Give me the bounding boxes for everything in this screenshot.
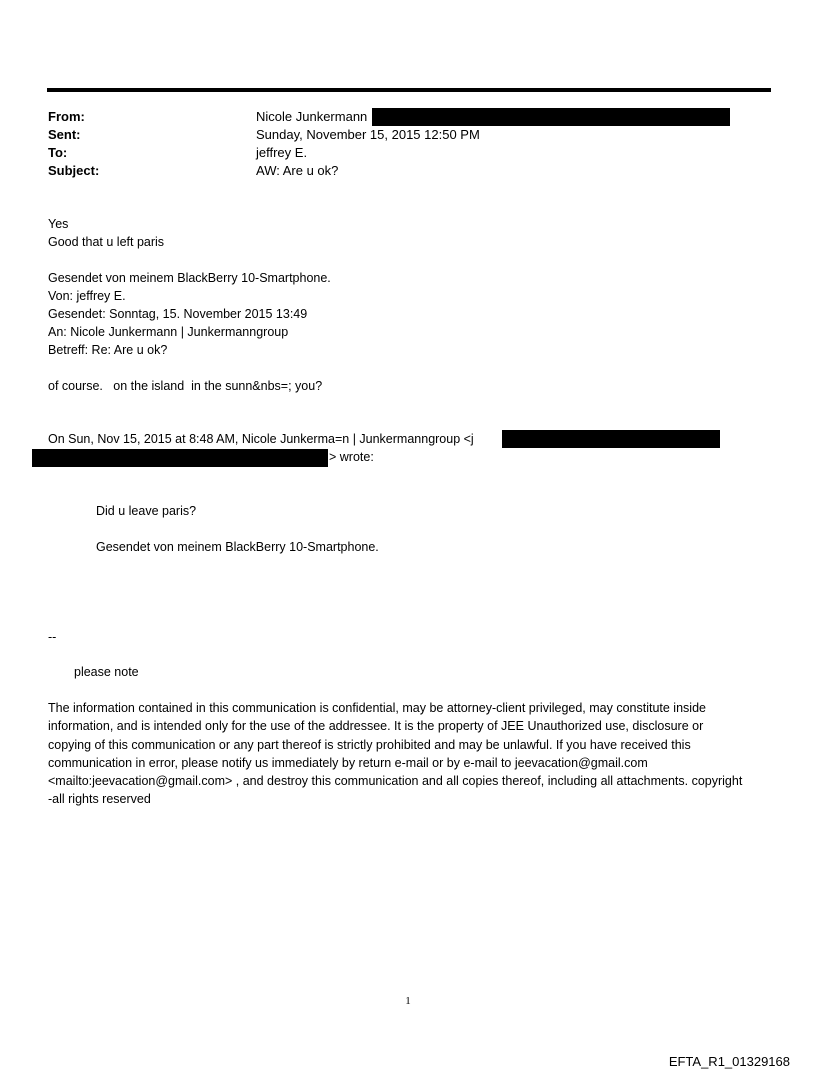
please-note: please note (74, 665, 139, 679)
quote-header-line-2: > wrote: (329, 450, 374, 464)
quoted-signature: Gesendet von meinem BlackBerry 10-Smartphone. (96, 540, 379, 554)
redaction-quote-email-1 (502, 430, 720, 448)
page-number: 1 (405, 995, 411, 1007)
quote-header-line-1: On Sun, Nov 15, 2015 at 8:48 AM, Nicole Junkerma=n | Junkermanngroup <j (48, 432, 474, 446)
redaction-quote-email-2 (32, 449, 328, 467)
forward-sent: Gesendet: Sonntag, 15. November 2015 13:49 (48, 307, 308, 321)
reply-line-1: Yes (48, 217, 69, 231)
subject-label: Subject: (48, 163, 100, 178)
redaction-from-email (372, 108, 730, 126)
message-text: of course. on the island in the sunn&nbs=; you? (48, 379, 323, 393)
sent-value: Sunday, November 15, 2015 12:50 PM (256, 127, 480, 142)
separator-dashes: -- (48, 630, 57, 644)
header-rule (47, 88, 771, 92)
to-label: To: (48, 145, 68, 160)
to-value: jeffrey E. (256, 145, 308, 160)
forward-from: Von: jeffrey E. (48, 289, 126, 303)
signature-line: Gesendet von meinem BlackBerry 10-Smartphone. (48, 271, 331, 285)
document-id: EFTA_R1_01329168 (668, 1054, 790, 1069)
from-label: From: (48, 109, 85, 124)
reply-line-2: Good that u left paris (48, 235, 165, 249)
quoted-message: Did u leave paris? (96, 504, 197, 518)
subject-value: AW: Are u ok? (256, 163, 339, 178)
sent-label: Sent: (48, 127, 81, 142)
from-value: Nicole Junkermann (256, 109, 368, 124)
forward-to: An: Nicole Junkermann | Junkermanngroup (48, 325, 289, 339)
forward-subject: Betreff: Re: Are u ok? (48, 343, 168, 357)
disclaimer-paragraph: The information contained in this communication is confidential, may be attorney-client privileged, may constitute inside information, and is intended only for the use of the addressee. It is the property of JEE Unauthorized use, disclosure or copying of this communication or any part thereof is strictly prohibited and may be unlawful. If you have received this communication in error, please notify us immediately by return e-mail or by e-mail to jeevacation@gmail.com <mailto:jeevacation@gmail.com> , and destroy this communication and all copies thereof, including all attachments. copyright -all rights reserved (48, 701, 743, 807)
